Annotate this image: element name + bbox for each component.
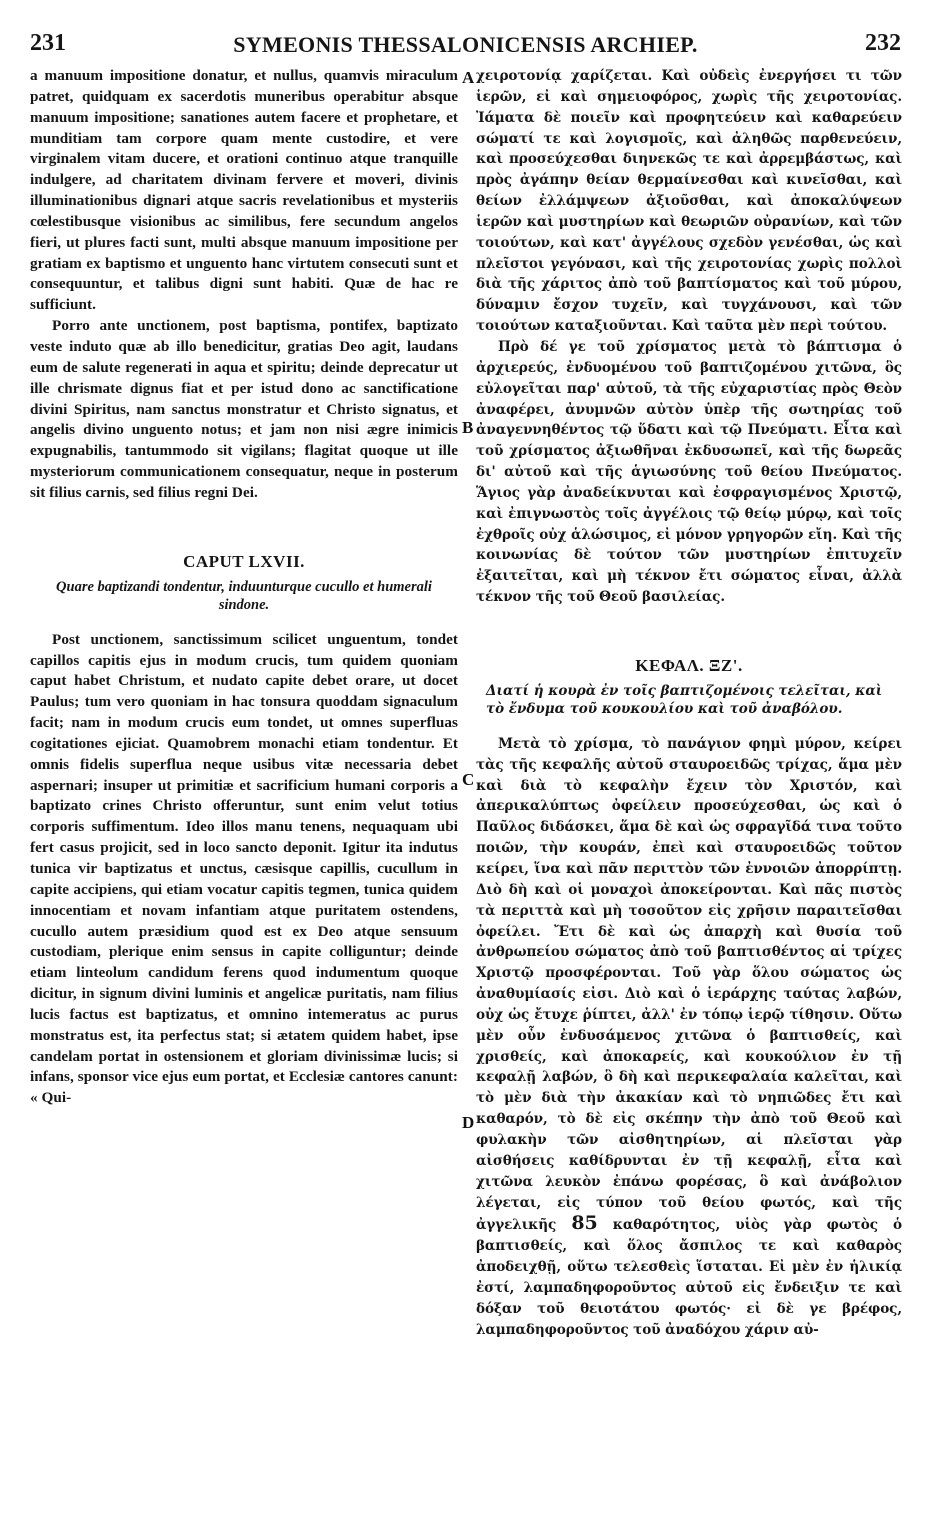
page-number-left: 231 — [30, 30, 66, 56]
latin-chapter-title: CAPUT LXVII. — [183, 551, 305, 571]
page-number-right: 232 — [865, 30, 901, 56]
margin-marker-c: C — [462, 770, 475, 789]
greek-paragraph-3-text-b: καθαρότητος, υἱὸς γὰρ φωτὸς ὁ βαπτισθείς, καὶ ὅλος ἄσπιλος τε καὶ καθαρὸς ἀποδειχθῇ, οὕτω τελεσθεὶς ἵσταται. Εἰ μὲν ἐν ἡλικίᾳ ἐστί, λαμπαδηφοροῦντος αὐτοῦ εἰς ἔνδειξιν τε καὶ δόξαν τοῦ θειοτάτου φωτός· εἰ δὲ γε βρέφος, λαμπαδηφοροῦντος τοῦ ἀναδόχου χάριν αὐ- — [476, 1217, 902, 1338]
greek-column — [476, 66, 902, 1520]
greek-chapter-subtitle: Διατί ἡ κουρὰ ἐν τοῖς βαπτιζομένοις τελεῖται, καὶ τὸ ἔνδυμα τοῦ κουκουλίου καὶ τοῦ ἀναβόλου. — [486, 682, 883, 717]
margin-marker-b: B — [462, 418, 474, 437]
greek-chapter-title: ΚΕΦΑΛ. ΞΖ'. — [635, 655, 743, 675]
latin-chapter-subtitle: Quare baptizandi tondentur, induunturque cucullo et humerali sindone. — [56, 578, 432, 613]
running-head — [30, 30, 901, 66]
greek-paragraph-1: χειροτονίᾳ χαρίζεται. Καὶ οὐδεὶς ἐνεργήσει τι τῶν ἱερῶν, εἰ καὶ σημειοφόρος, χωρὶς τῆς χειροτονίας. Ἰάματα δὲ ποιεῖν καὶ προφητεύειν καὶ καθαρεύειν σώματί τε καὶ λογισμοῖς, καὶ ἀληθῶς παρθενεύειν, καὶ προσεύχεσθαι διηνεκῶς τε καὶ ἀρρεμβάστως, καὶ πρὸς ἀγάπην θείαν θερμαίνεσθαι καὶ κινεῖσθαι, καὶ θείων ἐλλάμψεων ἀξιοῦσθαι, καὶ ἀποκαλύψεων ἱερῶν καὶ μυστηρίων καὶ θεωριῶν οὐρανίων, καὶ τῶν τοιούτων, καὶ κατ' ἀγγέλους σχεδὸν γενέσθαι, ὡς καὶ πλεῖστοι γεγόνασι, καὶ τῆς χειροτονίας χωρὶς πολλοὶ διὰ τῆς χάριτος ἀπὸ τοῦ βαπτίσματος καὶ τοῦ μύρου, δύναμιν ἔσχον τυχεῖν, καὶ τυγχάνουσι, καὶ τῶν τοιούτων καταξιοῦνται. Καὶ ταῦτα μὲν περὶ τούτου. — [476, 68, 902, 335]
latin-paragraph-2: Porro ante unctionem, post baptisma, pontifex, baptizato veste induto quæ ab illo benedicitur, gratias Deo agit, laudans eum de salute regenerati in aqua et spiritu; deinde deprecatur ut ille chrismate dignus fiat et per istud dono ac sanctificatione divini Spiritus, nam sanctus monstratur et Christo signatus, et angelis divino unguento notus; et jam non nisi ægre inimicis expugnabilis, tantummodo sit vigilans; flagitat quoque ut ille mysteriorum communicationem consequatur, neque in posterum sit filius carnis, sed filius regni Dei. — [30, 317, 458, 501]
inline-page-number: 85 — [571, 1212, 598, 1235]
latin-paragraph-1: a manuum impositione donatur, et nullus, quamvis miraculum patret, quidquam ex sacerdotis muneribus operabitur absque manuum impositione; sanationes autem facere et prophetare, et munditiam tam corpore quam mente custodire, et vere virginalem vitam ducere, et orationi continuo atque tranquille indulgere, ad charitatem divinam fervere et moveri, divinis illuminationibus dignari atque sacris revelationibus et mysteriis cœlestibusque visionibus ac similibus, fere secundum angelos fieri, ut plures facti sunt, multi absque manuum impositione per gratiam ex baptismo et unguento hanc virtutem consecuti sunt et consequuntur, et talibus digni sunt habiti. Quæ de hac re sufficiunt. — [30, 67, 458, 314]
margin-marker-a: A — [462, 68, 475, 87]
latin-paragraph-3: Post unctionem, sanctissimum scilicet unguentum, tondet capillos capitis ejus in modum crucis, tum quidem quoniam caput habet Christum, et nudato capite debet orare, ut docet Paulus; tum vero quoniam in hac tonsura quoddam signaculum facit; nam in modum crucis eum tondet, ut omnes superfluas cogitationes ejiciat. Quamobrem monachi etiam tondentur. Et omnis fidelis superflua neque usibus vitæ necessaria debet aspernari; insuper ut primitiæ et sacrificium humani corporis a baptizato crines Christo offeruntur, sunt enim velut totius corporis suffimentum. Ideo illos manu tenens, nequaquam ubi fert casus projicit, sed in loco sancto deponit. Igitur ita indutus tunica vir baptizatus et unctus, cæsisque capillis, cucullum in capite accipiens, qui etiam vocatur capitis tegmen, tunica quidem innocentiam et novam infantiam atque puritatem ostendens, cucullo autem præsidium quod est ex Deo atque sensuum custodiam, plerique enim sensus in capite colliguntur; deinde etiam linteolum candidum ferens quod indumentum quoque dicitur, in signum divini luminis et angelicæ puritatis, nam filius lucis factus est baptizatus, et omnino intemeratus ac purus monstratus est, ita perfectus stat; si ætatem quidem habet, ipse candelam portat in ostensionem et gloriam divinissimæ lucis; si infans, sponsor vice ejus eum portat, et Ecclesiæ cantores canunt: « Qui- — [30, 630, 458, 1107]
greek-paragraph-3 — [476, 734, 902, 1340]
margin-marker-d: D — [462, 1113, 475, 1132]
greek-paragraph-2: Πρὸ δέ γε τοῦ χρίσματος μετὰ τὸ βάπτισμα ὁ ἀρχιερεύς, ἐνδυομένου τοῦ βαπτιζομένου χιτῶνα, ὃς εὐλογεῖται παρ' αὐτοῦ, τὰ τῆς εὐχαριστίας πρὸς Θεὸν ἀναφέρει, ἀνυμνῶν αὐτὸν ὑπὲρ τῆς σωτηρίας τοῦ ἀναγεννηθέντος τῷ ὕδατι καὶ τῷ Πνεύματι. Εἶτα καὶ τοῦ χρίσματος ἀξιωθῆναι ἐκδυσωπεῖ, καὶ τῆς δωρεᾶς δι' αὐτοῦ καὶ τῆς ἁγιωσύνης τοῦ θείου Πνεύματος. Ἅγιος γὰρ ἀναδείκνυται καὶ ἐσφραγισμένος Χριστῷ, καὶ ἐπιγνωστὸς τοῖς ἀγγέλοις τῷ θείῳ μύρῳ, καὶ τοῖς ἐχθροῖς οὐχ ἁλώσιμος, εἰ μόνον γρηγορῶν εἴη. Καὶ τῆς κοινωνίας δὲ τούτον τῶν μυστηρίων ἐπιτυχεῖν ἐξαιτεῖται, καὶ μὴ τέκνον ἔτι σώματος εἶναι, ἀλλὰ τέκνον τῆς τοῦ Θεοῦ βασιλείας. — [476, 338, 902, 606]
running-title: SYMEONIS THESSALONICENSIS ARCHIEP. — [233, 32, 698, 57]
latin-column — [30, 66, 458, 1520]
greek-paragraph-3-text-a: Μετὰ τὸ χρίσμα, τὸ πανάγιον φημὶ μύρον, κείρει τὰς τῆς κεφαλῆς αὐτοῦ σταυροειδῶς τρίχας, ἅμα μὲν καὶ διὰ τὸ κεφαλὴν ἔχειν τὸν Χριστόν, καὶ ἀπερικαλύπτως ὀφείλειν προσεύχεσθαι, ὡς καὶ ὁ Παῦλος διδάσκει, ἅμα δὲ καὶ ὡς σφραγῖδά τινα τοῦτο ποιῶν, τὴν κουράν, ἐπεὶ καὶ σταυροειδῶς τοῦτον κείρει, ἵνα καὶ πᾶν περιττὸν τῶν ἐννοιῶν ἀπορρίπτῃ. Διὸ δὴ καὶ οἱ μοναχοὶ ἀποκείρονται. Καὶ πᾶς πιστὸς τὰ περιττὰ καὶ μὴ τοσοῦτον εἰς χρῆσιν παραιτεῖσθαι ὀφείλει. Ἔτι δὲ καὶ ὡς ἀπαρχὴ καὶ θυσία τοῦ ἀνθρωπείου σώματος ἀπὸ τοῦ βαπτισθέντος αἱ τρίχες Χριστῷ προσφέρονται. Τοῦ γὰρ ὅλου σώματος ὡς ἀναθυμίασίς εἰσι. Διὸ καὶ ὁ ἱεράρχης ταύτας λαβών, οὐχ ὡς ἔτυχε ῥίπτει, ἀλλ' ἐν τόπῳ ἱερῷ τίθησιν. Οὕτω μὲν οὖν ἐνδυσάμενος χιτῶνα ὁ βαπτισθείς, καὶ χρισθείς, καὶ ἀποκαρείς, καὶ κουκούλιον ἐν τῇ κεφαλῇ λαβών, ὃ δὴ καὶ περικεφαλαία καλεῖται, καὶ τὸ μὲν διὰ τὴν ἀκακίαν καὶ τὸ νηπιῶδες ἔτι καὶ καθαρόν, τὸ δὲ εἰς σκέπην τὴν ἀπὸ τοῦ Θεοῦ καὶ φυλακὴν τῶν αἰσθητηρίων, αἱ πλεῖσται γὰρ αἰσθήσεις καθίδρυνται ἐν τῇ κεφαλῇ, εἶτα καὶ χιτῶνα λευκὸν ἐπάνω φορέσας, ὃ καὶ ἀνάβολιον λέγεται, εἰς τύπον τοῦ θείου φωτός, καὶ τῆς ἀγγελικῆς — [476, 735, 902, 1234]
